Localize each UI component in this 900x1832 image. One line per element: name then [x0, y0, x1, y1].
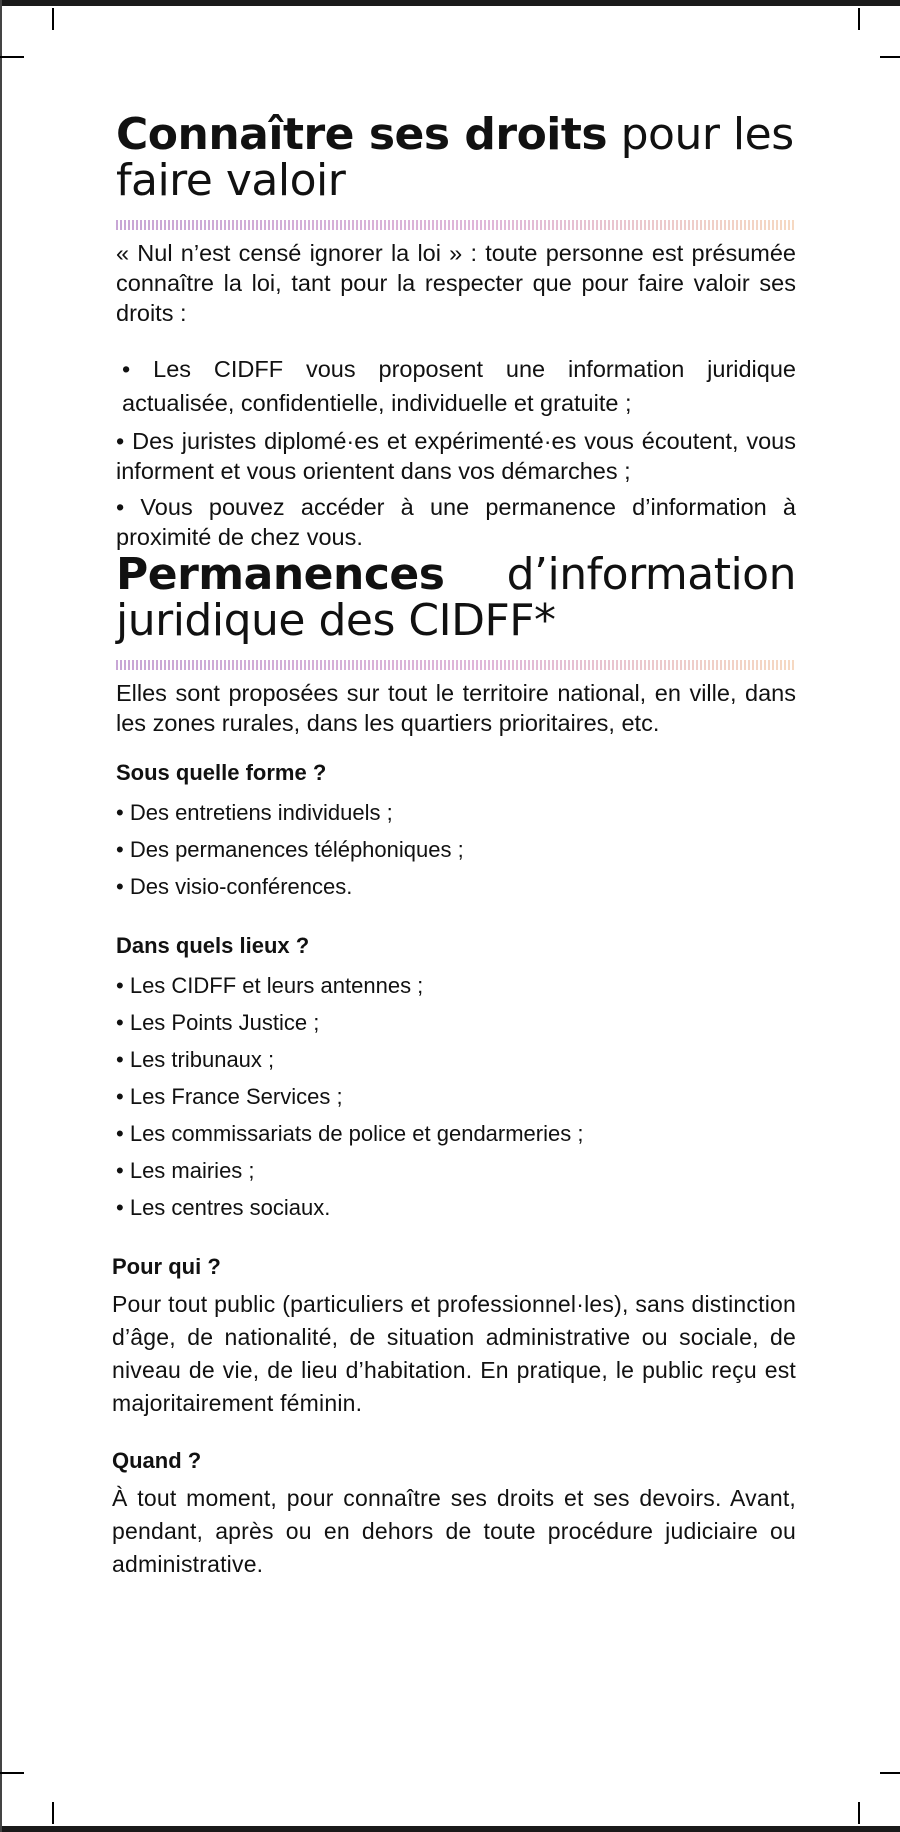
crop-mark [52, 8, 54, 30]
crop-mark [0, 56, 24, 58]
subheading-qui: Pour qui ? [112, 1254, 221, 1279]
list-item: • Des permanences téléphoniques ; [116, 831, 796, 868]
permanences-intro: Elles sont proposées sur tout le territoire national, en ville, dans les zones rurales, dans les quartiers prioritaires, etc. [116, 680, 796, 736]
subheading-quand: Quand ? [112, 1448, 202, 1473]
list-item: • Des visio-conférences. [116, 868, 796, 905]
title-bold: Permanences [116, 549, 445, 600]
forme-list [116, 794, 796, 905]
list-item: • Les CIDFF et leurs antennes ; [116, 967, 796, 1004]
list-item: • Les commissariats de police et gendarmeries ; [116, 1115, 796, 1152]
bullet-paragraph: • Les CIDFF vous proposent une information juridique actualisée, confidentielle, individuelle et gratuite ; [122, 356, 796, 416]
bullet-paragraph: • Vous pouvez accéder à une permanence d’information à proximité de chez vous. [116, 494, 796, 550]
crop-mark [52, 1802, 54, 1824]
subheading-lieux: Dans quels lieux ? [116, 933, 310, 958]
intro-paragraph: « Nul n’est censé ignorer la loi » : toute personne est présumée connaître la loi, tant pour la respecter que pour faire valoir ses droits : [116, 240, 796, 326]
lieux-list [116, 967, 796, 1226]
section-title-droits [116, 109, 796, 206]
list-item: • Des entretiens individuels ; [116, 794, 796, 831]
left-border [0, 0, 2, 1832]
bottom-border [0, 1826, 900, 1832]
list-item: • Les centres sociaux. [116, 1189, 796, 1226]
crop-mark [880, 1772, 900, 1774]
bullet-paragraph: • Des juristes diplomé·es et expérimenté·es vous écoutent, vous informent et vous orientent dans vos démarches ; [116, 428, 796, 484]
subheading-forme: Sous quelle forme ? [116, 760, 327, 785]
crop-mark [880, 56, 900, 58]
title-bold: Connaître ses droits [116, 109, 608, 160]
divider-rule [116, 220, 796, 230]
qui-block [112, 1252, 796, 1420]
section-title-permanences [116, 549, 796, 646]
crop-mark [858, 1802, 860, 1824]
list-item: • Les France Services ; [116, 1078, 796, 1115]
divider-rule [116, 660, 796, 670]
top-border [0, 0, 900, 6]
quand-paragraph: À tout moment, pour connaître ses droits et ses devoirs. Avant, pendant, après ou en dehors de toute procédure judiciaire ou administrative. [112, 1485, 796, 1577]
title-rest: pour les faire valoir [116, 109, 794, 206]
crop-mark [858, 8, 860, 30]
document-page [112, 109, 796, 1581]
title-rest: d’information juridique des CIDFF* [116, 549, 796, 646]
crop-mark [0, 1772, 24, 1774]
list-item: • Les mairies ; [116, 1152, 796, 1189]
list-item: • Les Points Justice ; [116, 1004, 796, 1041]
list-item: • Les tribunaux ; [116, 1041, 796, 1078]
quand-block [112, 1446, 796, 1581]
qui-paragraph: Pour tout public (particuliers et professionnel·les), sans distinction d’âge, de nationalité, de situation administrative ou sociale, de niveau de vie, de lieu d’habitation. En pratique, le public reçu est majoritairement féminin. [112, 1291, 796, 1416]
